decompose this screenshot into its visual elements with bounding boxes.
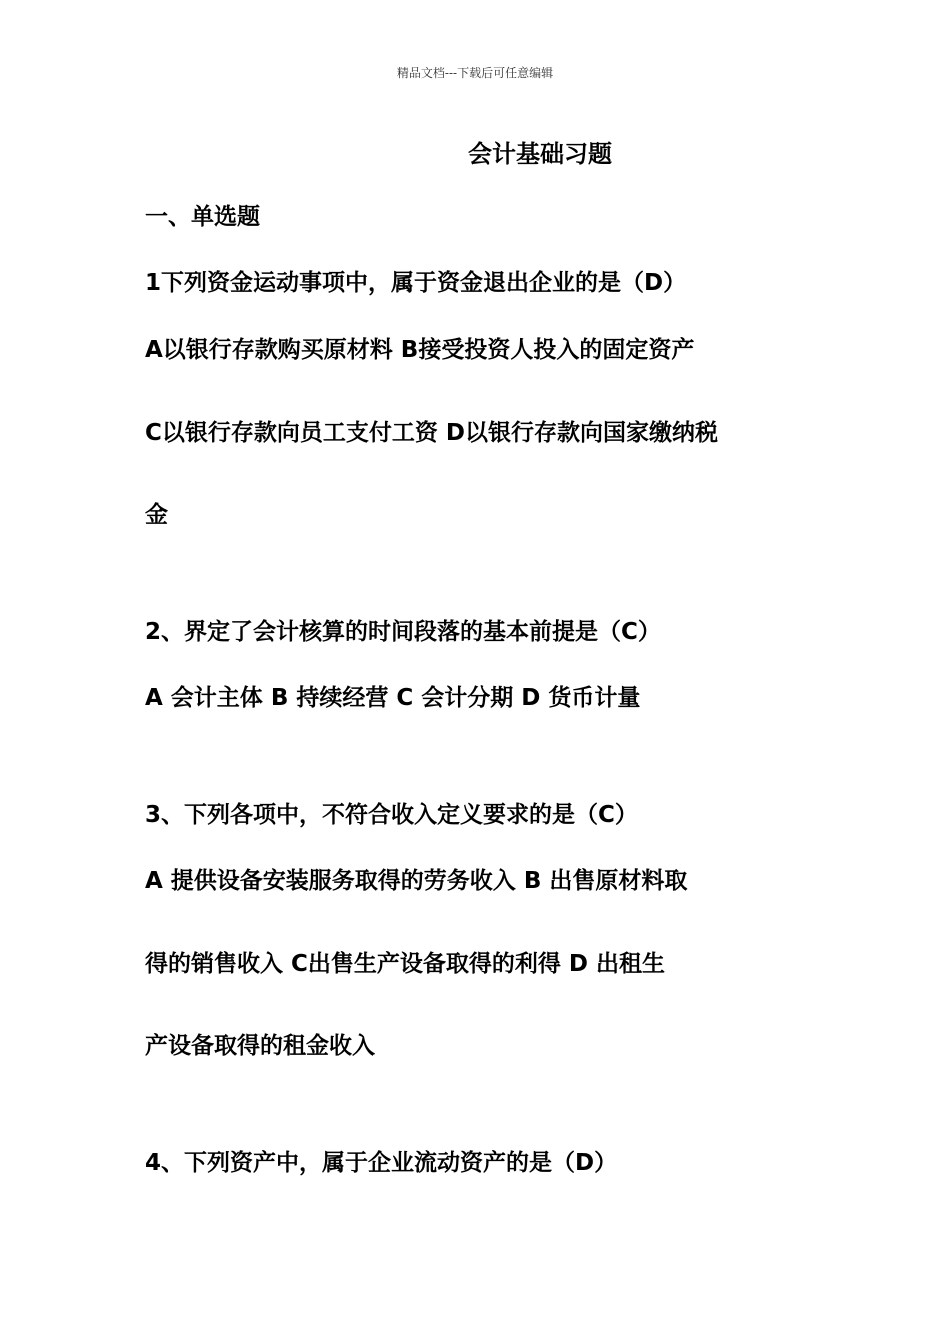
question-2-stem: 2、界定了会计核算的时间段落的基本前提是（C） xyxy=(145,619,661,645)
question-2-options-line-1: A 会计主体 B 持续经营 C 会计分期 D 货币计量 xyxy=(145,685,641,711)
section-heading: 一、单选题 xyxy=(145,204,260,230)
page-header: 精品文档---下载后可任意编辑 xyxy=(396,66,554,80)
question-1-options-line-1: A以银行存款购买原材料 B接受投资人投入的固定资产 xyxy=(145,337,695,363)
question-3-options-line-2: 得的销售收入 C出售生产设备取得的利得 D 出租生 xyxy=(145,951,665,977)
question-1-stem: 1下列资金运动事项中，属于资金退出企业的是（D） xyxy=(145,270,687,296)
question-1-options-line-3: 金 xyxy=(145,502,168,528)
question-1-options-line-2: C以银行存款向员工支付工资 D以银行存款向国家缴纳税 xyxy=(145,420,718,446)
question-3-options-line-1: A 提供设备安装服务取得的劳务收入 B 出售原材料取 xyxy=(145,868,688,894)
question-3-stem: 3、下列各项中，不符合收入定义要求的是（C） xyxy=(145,802,638,828)
document-title: 会计基础习题 xyxy=(468,140,612,168)
question-3-options-line-3: 产设备取得的租金收入 xyxy=(145,1033,375,1059)
question-4-stem: 4、下列资产中，属于企业流动资产的是（D） xyxy=(145,1150,618,1176)
